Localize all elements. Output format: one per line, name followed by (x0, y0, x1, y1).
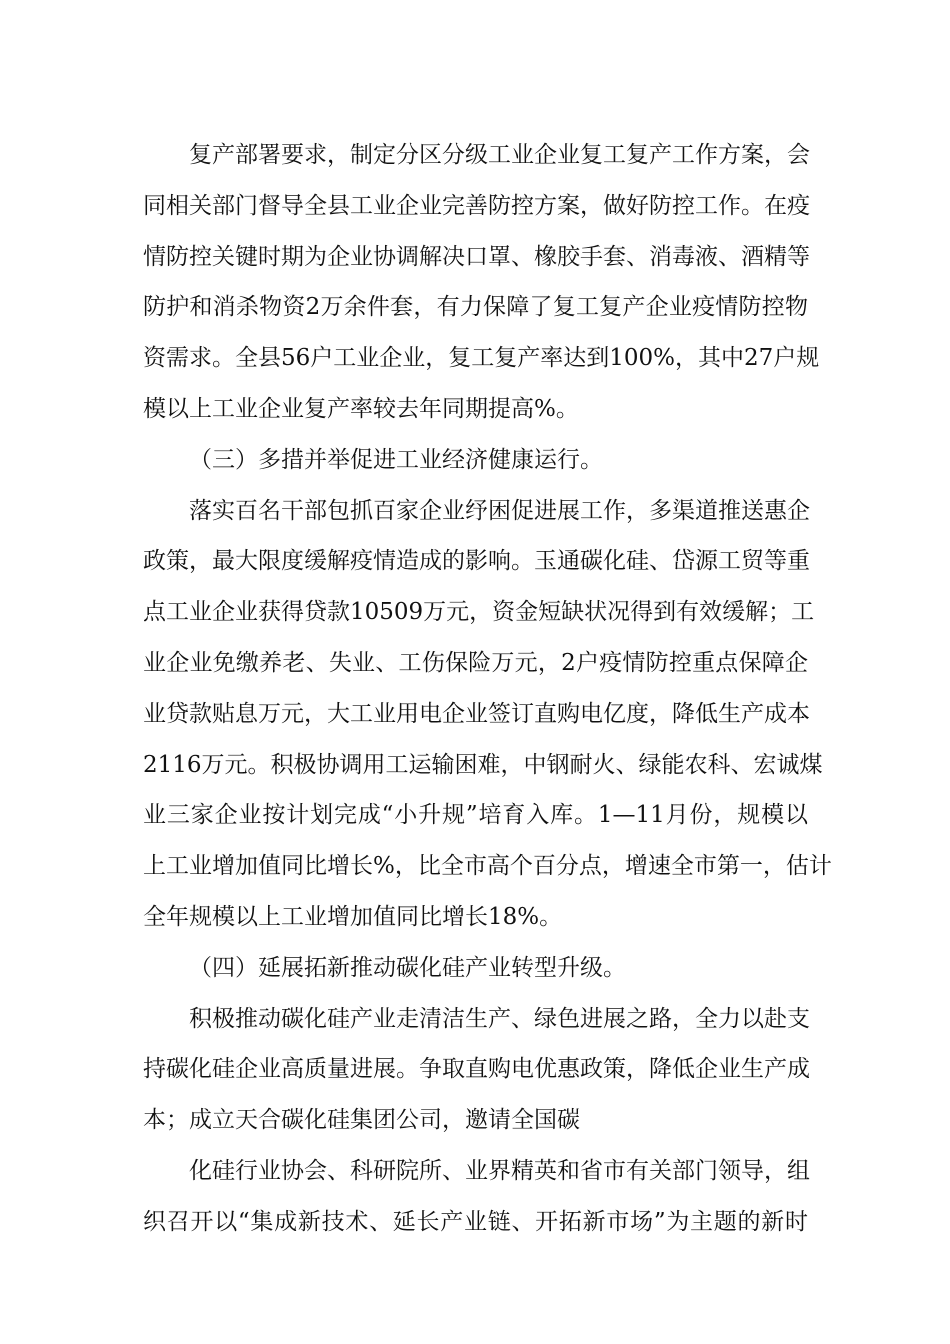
paragraph-line: 防护和消杀物资2万余件套，有力保障了复工复产企业疫情防控物 (143, 294, 808, 321)
paragraph-line: 积极推动碳化硅产业走清洁生产、绿色进展之路，全力以赴支 (189, 1005, 810, 1032)
paragraph-line: 上工业增加值同比增长%，比全市高个百分点，增速全市第一，估计 (143, 853, 832, 880)
paragraph-line: 政策，最大限度缓解疫情造成的影响。玉通碳化硅、岱源工贸等重 (143, 548, 810, 575)
paragraph-line: 全年规模以上工业增加值同比增长18%。 (143, 903, 563, 930)
paragraph-line: 同相关部门督导全县工业企业完善防控方案，做好防控工作。在疫 (143, 192, 810, 219)
paragraph-line: 模以上工业企业复产率较去年同期提高%。 (143, 395, 579, 422)
section-heading: （四）延展拓新推动碳化硅产业转型升级。 (189, 954, 626, 981)
paragraph-line: 业企业免缴养老、失业、工伤保险万元，2户疫情防控重点保障企 (143, 649, 808, 676)
paragraph-line: 2116万元。积极协调用工运输困难，中钢耐火、绿能农科、宏诚煤 (143, 751, 823, 778)
paragraph-line: 点工业企业获得贷款10509万元，资金短缺状况得到有效缓解；工 (143, 599, 815, 626)
section-heading: （三）多措并举促进工业经济健康运行。 (189, 446, 603, 473)
paragraph-line: 织召开以“集成新技术、延长产业链、开拓新市场”为主题的新时 (143, 1208, 808, 1235)
paragraph-line: 情防控关键时期为企业协调解决口罩、橡胶手套、消毒液、酒精等 (143, 243, 810, 270)
paragraph-line: 本；成立天合碳化硅集团公司，邀请全国碳 (143, 1107, 580, 1134)
paragraph-line: 落实百名干部包抓百家企业纾困促进展工作，多渠道推送惠企 (189, 497, 810, 524)
paragraph-line: 业三家企业按计划完成“小升规”培育入库。1—11月份，规模以 (143, 802, 808, 829)
paragraph-line: 资需求。全县56户工业企业，复工复产率达到100%，其中27户规 (143, 345, 820, 372)
paragraph-line: 业贷款贴息万元，大工业用电企业签订直购电亿度，降低生产成本 (143, 700, 810, 727)
paragraph-line: 复产部署要求，制定分区分级工业企业复工复产工作方案，会 (189, 142, 810, 168)
document-body (143, 130, 832, 1248)
paragraph-line: 持碳化硅企业高质量进展。争取直购电优惠政策，降低企业生产成 (143, 1056, 810, 1083)
paragraph-line: 化硅行业协会、科研院所、业界精英和省市有关部门领导，组 (189, 1157, 810, 1184)
